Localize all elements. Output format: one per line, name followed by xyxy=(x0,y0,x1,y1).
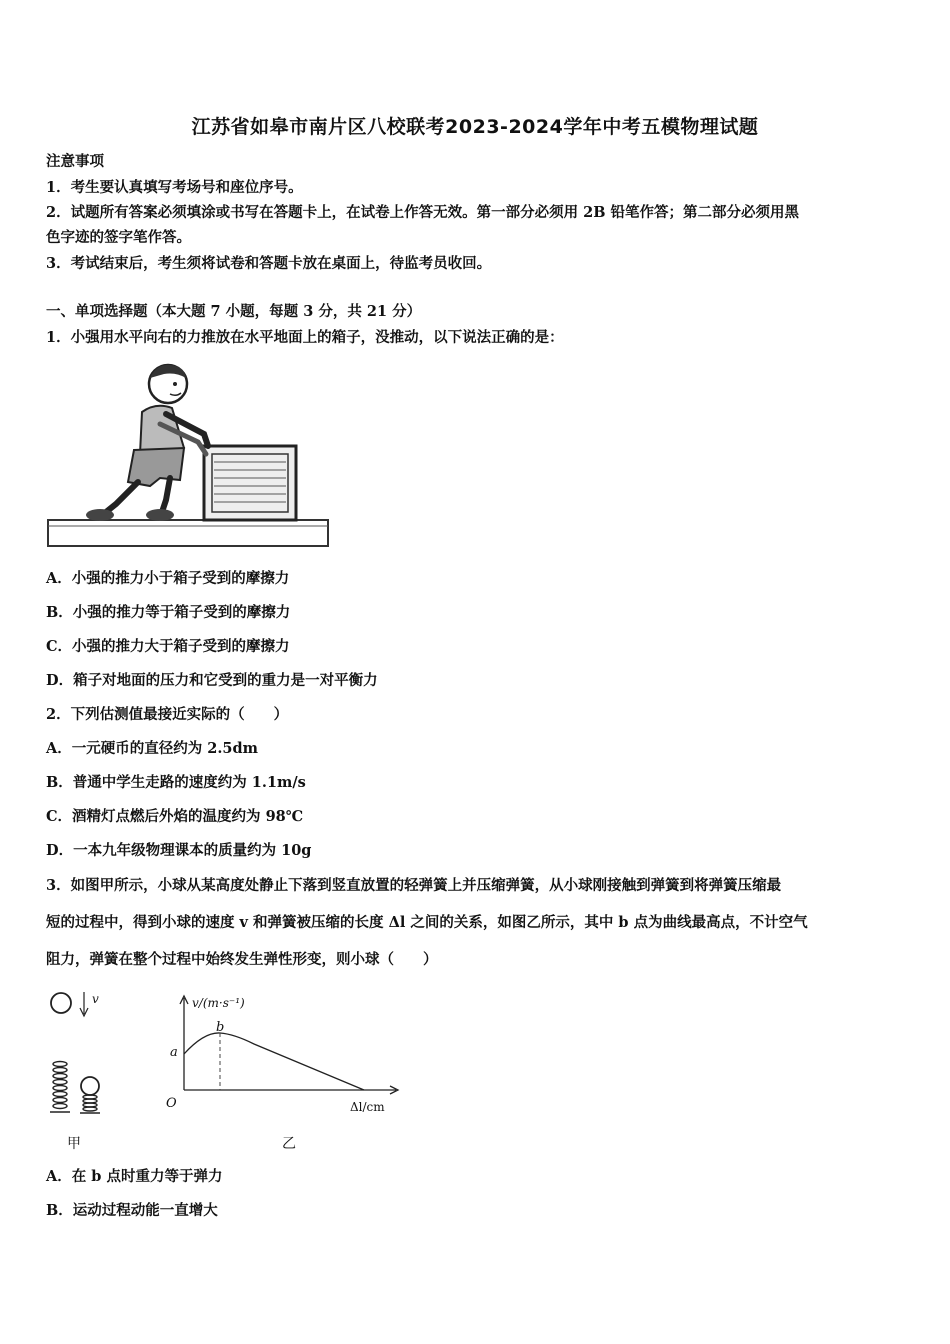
q3-graph-origin: O xyxy=(166,1096,177,1111)
q1-option-d: D．箱子对地面的压力和它受到的重力是一对平衡力 xyxy=(46,672,378,689)
q2-option-a: A．一元硬币的直径约为 2.5dm xyxy=(46,740,259,757)
q3-option-b: B．运动过程动能一直增大 xyxy=(46,1202,218,1219)
q3-stem-line-2: 短的过程中，得到小球的速度 v 和弹簧被压缩的长度 Δl 之间的关系，如图乙所示，其中 b 点为曲线最高点，不计空气 xyxy=(46,914,808,931)
q3-option-a: A．在 b 点时重力等于弹力 xyxy=(46,1168,223,1185)
q3-fig-yi-caption: 乙 xyxy=(282,1136,296,1152)
q2-stem: 2．下列估测值最接近实际的（ ） xyxy=(46,706,289,723)
q1-option-b: B．小强的推力等于箱子受到的摩擦力 xyxy=(46,604,291,621)
q3-graph-point-b: b xyxy=(216,1020,225,1035)
q3-figure-jia-ball-spring xyxy=(44,986,114,1121)
notice-item-2: 2．试题所有答案必须填涂或书写在答题卡上，在试卷上作答无效。第一部分必须用 2B 铅笔作答；第二部分必须用黑 xyxy=(46,204,800,221)
q2-option-c: C．酒精灯点燃后外焰的温度约为 98℃ xyxy=(46,808,304,825)
q2-option-d: D．一本九年级物理课本的质量约为 10g xyxy=(46,842,312,859)
q1-option-c: C．小强的推力大于箱子受到的摩擦力 xyxy=(46,638,290,655)
q1-option-a: A．小强的推力小于箱子受到的摩擦力 xyxy=(46,570,290,587)
section-heading: 一、单项选择题（本大题 7 小题，每题 3 分，共 21 分） xyxy=(46,303,422,320)
notice-item-2-cont: 色字迹的签字笔作答。 xyxy=(46,229,191,246)
q3-fig-v-label: v xyxy=(92,992,99,1006)
q3-fig-jia-caption: 甲 xyxy=(67,1136,81,1152)
q1-figure-boy-pushing-box xyxy=(44,362,334,552)
q3-graph-point-a: a xyxy=(170,1045,178,1060)
notice-item-3: 3．考试结束后，考生须将试卷和答题卡放在桌面上，待监考员收回。 xyxy=(46,255,492,272)
q3-graph-x-label: Δl/cm xyxy=(350,1100,385,1114)
q3-graph-y-label: v/(m·s⁻¹) xyxy=(192,996,245,1010)
q2-option-b: B．普通中学生走路的速度约为 1.1m/s xyxy=(46,774,306,791)
notice-item-1: 1．考生要认真填写考场号和座位序号。 xyxy=(46,179,303,196)
q3-stem-line-3: 阻力，弹簧在整个过程中始终发生弹性形变，则小球（ ） xyxy=(46,951,438,968)
page-title: 江苏省如皋市南片区八校联考2023-2024学年中考五模物理试题 xyxy=(191,116,759,138)
q3-stem-line-1: 3．如图甲所示，小球从某高度处静止下落到竖直放置的轻弹簧上并压缩弹簧，从小球刚接触到弹簧到将弹簧压缩最 xyxy=(46,877,782,894)
q1-stem: 1．小强用水平向右的力推放在水平地面上的箱子，没推动，以下说法正确的是： xyxy=(46,329,564,346)
notice-heading: 注意事项 xyxy=(46,153,104,170)
